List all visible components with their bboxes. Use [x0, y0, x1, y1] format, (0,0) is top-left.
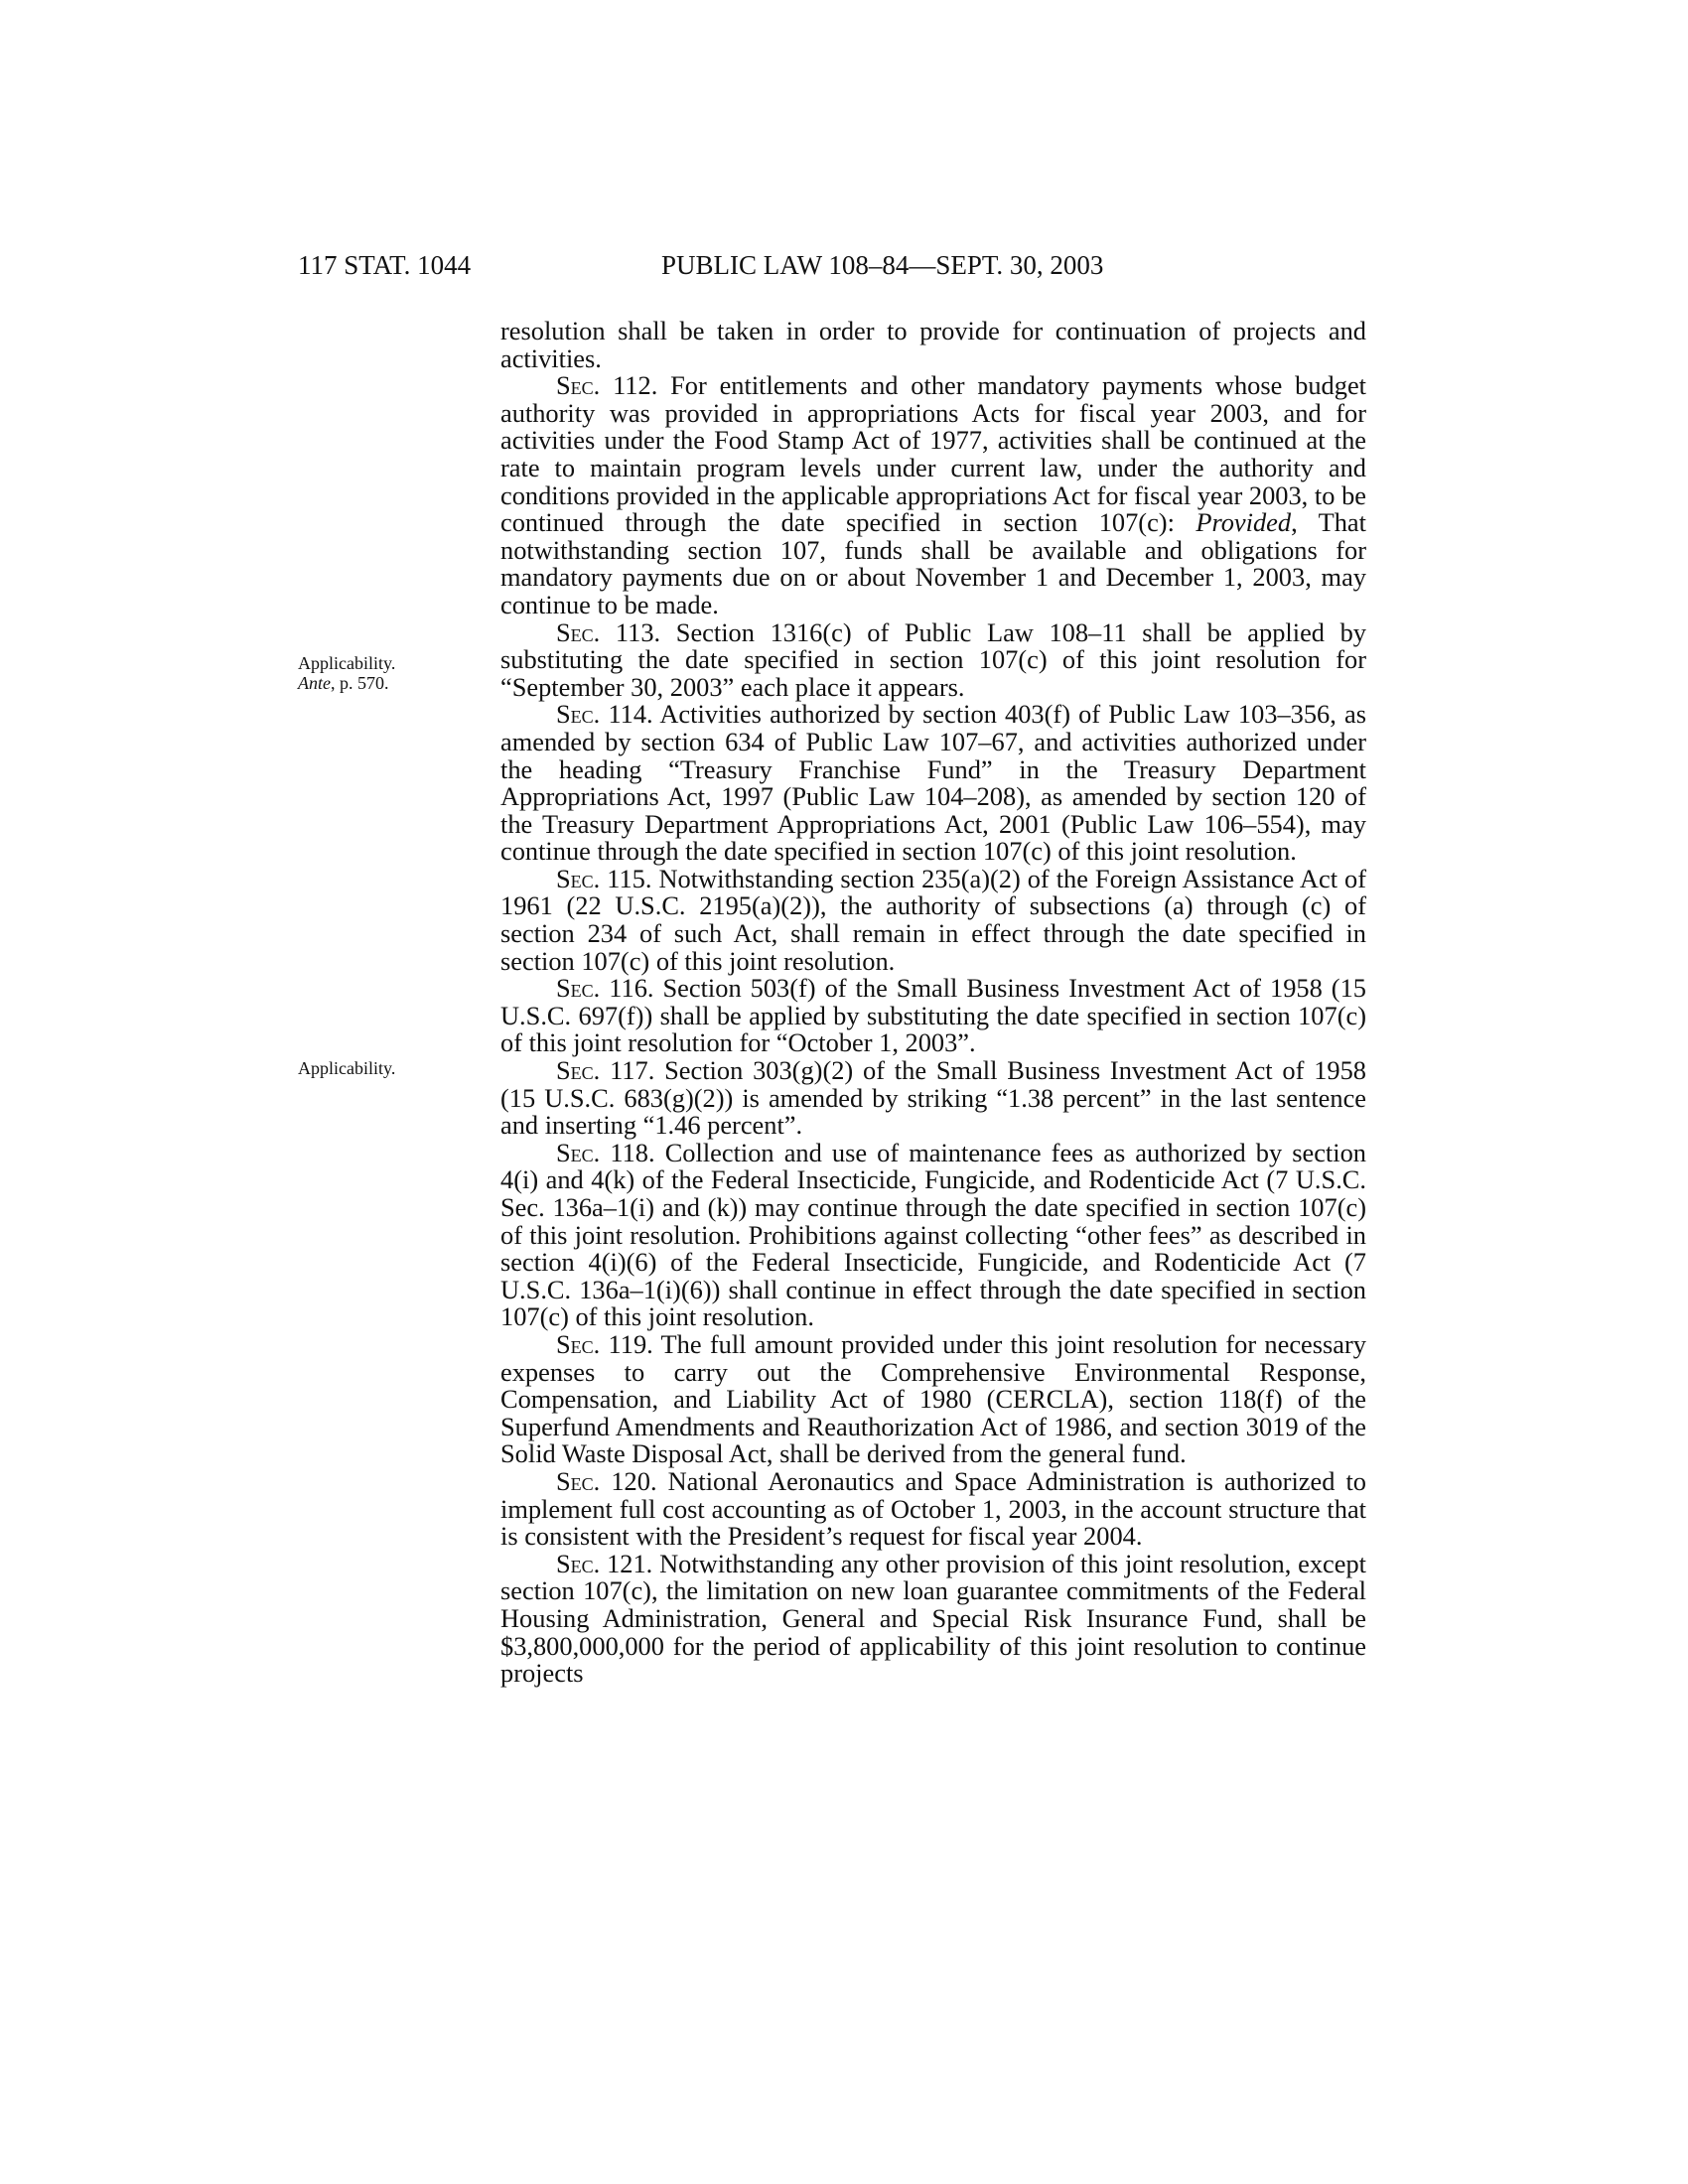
margin-note-applicability: Applicability. — [298, 1058, 396, 1078]
public-law-title: PUBLIC LAW 108–84—SEPT. 30, 2003 — [661, 250, 1104, 280]
section-text: Section 1316(c) of Public Law 108–11 shall be applied by substituting the date specified in section 107(c) of this joint resolution for “September 30, 2003” each place it appears. — [500, 616, 1366, 702]
section-115 — [500, 863, 1366, 976]
section-120 — [500, 1465, 1366, 1552]
section-number: 119. — [608, 1328, 653, 1359]
sec-label: Sec. — [556, 1465, 601, 1496]
section-114 — [500, 701, 1366, 866]
statute-body — [500, 318, 1366, 1688]
sec-label: Sec. — [556, 973, 601, 1004]
sec-label: Sec. — [556, 699, 601, 730]
section-text: Activities authorized by section 403(f) of Public Law 103–356, as amended by section 634 of Public Law 107–67, and activities authorized under the heading “Treasury Franchise Fund” in the Treasury Department Appropriations Act, 1997 (Public Law 104–208), as amended by section 120 of the Treasury Department Appropriations Act, 2001 (Public Law 106–554), may continue through the date specified in section 107(c) of this joint resolution. — [500, 699, 1366, 867]
section-text: Notwithstanding section 235(a)(2) of the Foreign Assistance Act of 1961 (22 U.S.C. 2195(a)(2)), the authority of subsections (a) through (c) of section 234 of such Act, shall remain in effect through the date specified in section 107(c) of this joint resolution. — [500, 863, 1366, 976]
sec-label: Sec. — [556, 1548, 601, 1578]
section-number: 112. — [613, 370, 658, 401]
section-text: Section 503(f) of the Small Business Investment Act of 1958 (15 U.S.C. 697(f)) shall be applied by substituting the date specified in section 107(c) of this joint resolution for “October 1, 2003”. — [500, 973, 1366, 1058]
paragraph-continuation: resolution shall be taken in order to provide for continuation of projects and activities. — [500, 316, 1366, 373]
running-header — [298, 250, 1390, 290]
sec-label: Sec. — [556, 1055, 601, 1086]
section-text: Notwithstanding any other provision of this joint resolution, except section 107(c), the limitation on new loan guarantee commitments of the Federal Housing Administration, General and Special Risk Insurance Fund, shall be $3,800,000,000 for the period of applicability of this joint resolution to continue projects — [500, 1548, 1366, 1689]
section-number: 116. — [609, 973, 654, 1004]
sec-label: Sec. — [556, 1137, 601, 1167]
margin-note-applicability: Applicability. — [298, 653, 396, 673]
section-number: 115. — [607, 863, 652, 893]
sec-label: Sec. — [556, 863, 601, 893]
margin-note-page: , p. 570. — [331, 673, 389, 693]
section-text: National Aeronautics and Space Administration is authorized to implement full cost accounting as of October 1, 2003, in the account structure that is consistent with the President’s request for fiscal year 2004. — [500, 1465, 1366, 1552]
section-119 — [500, 1328, 1366, 1469]
section-number: 120. — [611, 1465, 657, 1496]
sec-label: Sec. — [556, 370, 601, 401]
section-text: Section 303(g)(2) of the Small Business Investment Act of 1958 (15 U.S.C. 683(g)(2)) is amended by striking “1.38 percent” in the last sentence and inserting “1.46 percent”. — [500, 1055, 1366, 1141]
margin-note-sec-116 — [298, 1058, 487, 1078]
sec-label: Sec. — [556, 616, 601, 647]
sec-label: Sec. — [556, 1328, 601, 1359]
section-116 — [500, 975, 1366, 1057]
section-121 — [500, 1548, 1366, 1689]
section-text: Collection and use of maintenance fees as authorized by section 4(i) and 4(k) of the Federal Insecticide, Fungicide, and Rodenticide Act (7 U.S.C. Sec. 136a–1(i) and (k)) may continue through the date specified in section 107(c) of this joint resolution. Prohibitions against collecting “other fees” as described in section 4(i)(6) of the Federal Insecticide, Fungicide, and Rodenticide Act (7 U.S.C. 136a–1(i)(6)) shall continue in effect through the date specified in section 107(c) of this joint resolution. — [500, 1137, 1366, 1332]
margin-note-ante: Ante — [298, 673, 331, 693]
margin-note-ante-ref — [298, 673, 487, 693]
provided-italic: Provided — [1196, 507, 1292, 538]
section-number: 113. — [615, 616, 661, 647]
section-118 — [500, 1137, 1366, 1332]
section-112 — [500, 372, 1366, 618]
section-113 — [500, 616, 1366, 702]
section-number: 121. — [607, 1548, 653, 1578]
section-text: , That notwithstanding section 107, funds shall be available and obligations for mandatory payments due on or about November 1 and December 1, 2003, may continue to be made. — [500, 507, 1366, 619]
section-number: 114. — [608, 699, 653, 730]
section-number: 117. — [610, 1055, 655, 1086]
section-117 — [500, 1057, 1366, 1140]
margin-note-sec-113 — [298, 653, 487, 693]
section-text: The full amount provided under this joint resolution for necessary expenses to carry out the Comprehensive Environmental Response, Compensation, and Liability Act of 1980 (CERCLA), section 118(f) of the Superfund Amendments and Reauthorization Act of 1986, and section 3019 of the Solid Waste Disposal Act, shall be derived from the general fund. — [500, 1328, 1366, 1469]
section-number: 118. — [610, 1137, 655, 1167]
statute-page-number: 117 STAT. 1044 — [298, 250, 472, 280]
section-text: For entitlements and other mandatory payments whose budget authority was provided in appropriations Acts for fiscal year 2003, and for activities under the Food Stamp Act of 1977, activities shall be continued at the rate to maintain program levels under current law, under the authority and conditions provided in the applicable appropriations Act for fiscal year 2003, to be continued through the date specified in section 107(c): — [500, 370, 1366, 538]
